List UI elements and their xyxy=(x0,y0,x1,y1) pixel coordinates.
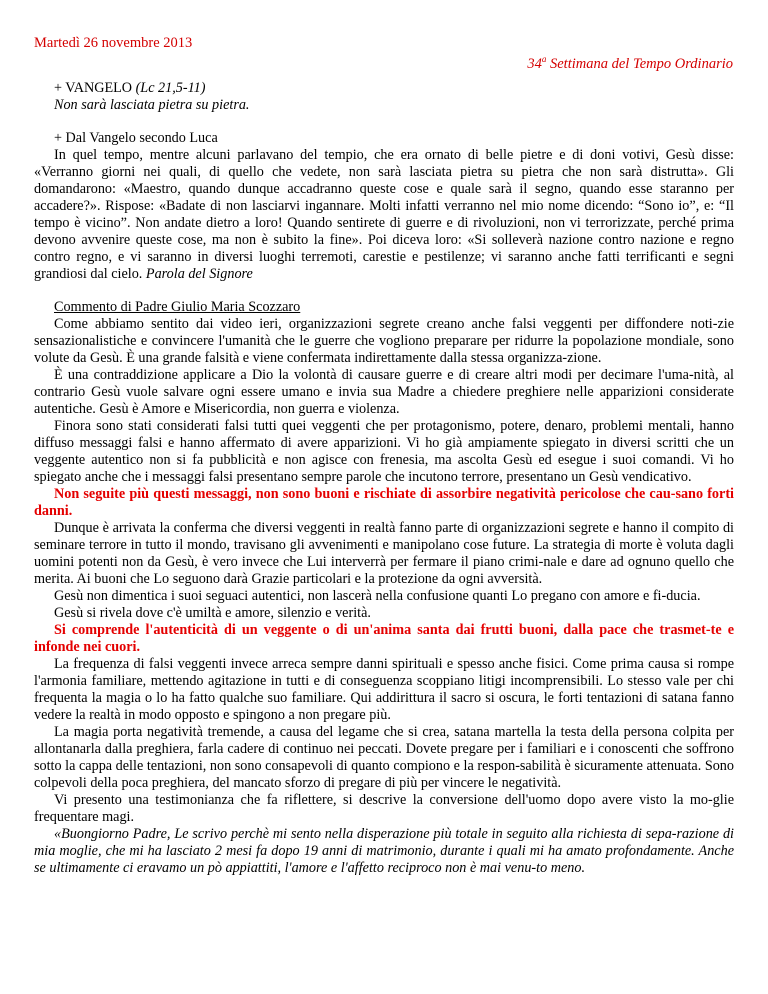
commentary-paragraph: Finora sono stati considerati falsi tutti quei veggenti che per protagonismo, potere, denaro, problemi mentali, hanno diffuso messaggi falsi e hanno affermato di avere apparizioni. Vi ho già ampiamente spiegato in diversi scritti che un veggente autentico non si fa pubblicità e non agisce con frenesia, ma ascolta Gesù ed esegue i suoi comandi. Vi ho spiegato anche che i messaggi falsi presentano sempre parole che incutono terrore, presentano un Gesù vendicativo. xyxy=(34,418,734,485)
commentary-paragraph: Non seguite più questi messaggi, non sono buoni e rischiate di assorbire negatività pericolose che cau-sano forti danni. xyxy=(34,486,734,519)
commentary-paragraph: È una contraddizione applicare a Dio la volontà di causare guerre e di creare altri modi per decimare l'uma-nità, al contrario Gesù vuole salvare ogni essere umano e invia sua Madre a chiedere preghiere nelle apparizioni considerate autentiche. Gesù è Amore e Misericordia, non guerra e violenza. xyxy=(34,367,734,417)
week-number: 34 xyxy=(527,55,542,72)
header-liturgical-week xyxy=(527,54,733,73)
commentary-paragraph: Vi presento una testimonianza che fa riflettere, si descrive la conversione dell'uomo dopo avere visto la mo-glie frequentare magi. xyxy=(34,792,734,825)
gospel-title xyxy=(54,80,734,97)
commentary-paragraph: Si comprende l'autenticità di un veggente o di un'anima santa dai frutti buoni, dalla pace che trasmet-te e infonde nei cuori. xyxy=(34,622,734,655)
commentary-paragraph: La magia porta negatività tremende, a causa del legame che si crea, satana martella la testa della persona colpita per allontanarla dalla preghiera, farla cadere di continuo nei peccati. Dovete pregare per i familiari e i conoscenti che soffrono sotto la cappa delle tentazioni, non sono consapevoli di quanto compiono e la respon-sabilità è sicuramente attenuata. Sono colpevoli della poca preghiera, del mancato sforzo di pregare di più per vincere le negatività. xyxy=(34,724,734,791)
gospel-closing: Parola del Signore xyxy=(145,266,253,282)
commentary-body xyxy=(34,316,734,877)
header-date: Martedì 26 novembre 2013 xyxy=(34,35,193,51)
commentary-paragraph: Gesù si rivela dove c'è umiltà e amore, silenzio e verità. xyxy=(54,605,371,621)
week-ordinal: a xyxy=(541,54,547,64)
gospel-text xyxy=(34,147,734,283)
document-content xyxy=(34,80,734,877)
commentary-paragraph: Gesù non dimentica i suoi seguaci autentici, non lascerà nella confusione quanti Lo pregano con amore e fi-ducia. xyxy=(54,588,701,604)
commentary-paragraph: La frequenza di falsi veggenti invece arreca sempre danni spirituali e spesso anche fisici. Come prima causa si rompe l'armonia familiare, mettendo agitazione in tutti e di conseguenza scoppiano litigi incomprensibili. Lo stesso vale per chi frequenta la magia o lo ha fatto qualche suo familiare. Qui addirittura il sacro si oscura, le forti tentazioni di satana fanno vedere la realtà in modo opposto e spingono a non pregare più. xyxy=(34,656,734,723)
gospel-body: In quel tempo, mentre alcuni parlavano del tempio, che era ornato di belle pietre e di doni votivi, Gesù disse: «Verranno giorni nei quali, di quello che vedete, non sarà lasciata pietra su pietra che non sarà distrutta». Gli domandarono: «Maestro, quando dunque accadranno queste cose e quale sarà il segno, quando esse staranno per accadere?». Rispose: «Badate di non lasciarvi ingannare. Molti infatti verranno nel mio nome dicendo: “Sono io”, e: “Il tempo è vicino”. Non andate dietro a loro! Quando sentirete di guerre e di rivoluzioni, non vi terrorizzate, perché prima devono avvenire queste cose, ma non è subito la fine». Poi diceva loro: «Si solleverà nazione contro nazione e regno contro regno, e vi saranno in diversi luoghi terremoti, carestie e pestilenze; vi saranno anche fatti terrificanti e segni grandiosi dal cielo. xyxy=(34,147,734,282)
gospel-title-prefix: + VANGELO xyxy=(54,80,133,96)
gospel-subtitle: Non sarà lasciata pietra su pietra. xyxy=(54,97,250,113)
gospel-intro: + Dal Vangelo secondo Luca xyxy=(54,130,218,146)
week-label: Settimana del Tempo Ordinario xyxy=(546,55,733,72)
commentary-title: Commento di Padre Giulio Maria Scozzaro xyxy=(54,299,301,315)
gospel-reference: (Lc 21,5-11) xyxy=(132,80,206,96)
commentary-paragraph: «Buongiorno Padre, Le scrivo perchè mi sento nella disperazione più totale in seguito alla richiesta di sepa-razione di mia moglie, che mi ha lasciato 2 mesi fa dopo 19 anni di matrimonio, durante i quali mi ha amato profondamente. Anche se ultimamente ci eravamo un pò appiattiti, l'amore e l'affetto reciproco non è mai venu-to meno. xyxy=(34,826,734,876)
commentary-paragraph: Come abbiamo sentito dai video ieri, organizzazioni segrete creano anche falsi veggenti per diffondere noti-zie sensazionalistiche e convincere l'umanità che le guerre che vogliono preparare per ridurre la popolazione mondiale, sono volute da Gesù. È una grande falsità e viene confermata indirettamente dalla stessa organizza-zione. xyxy=(34,316,734,366)
commentary-paragraph: Dunque è arrivata la conferma che diversi veggenti in realtà fanno parte di organizzazioni segrete e hanno il compito di seminare terrore in tutto il mondo, travisano gli avvenimenti e manipolano cose future. La strategia di morte è voluta dagli uomini potenti non da Gesù, è vero invece che Lui interverrà per fermare il piano crimi-nale e dare ad ognuno quello che merita. Ai buoni che Lo seguono darà Grazie particolari e la protezione da ogni avversità. xyxy=(34,520,734,587)
